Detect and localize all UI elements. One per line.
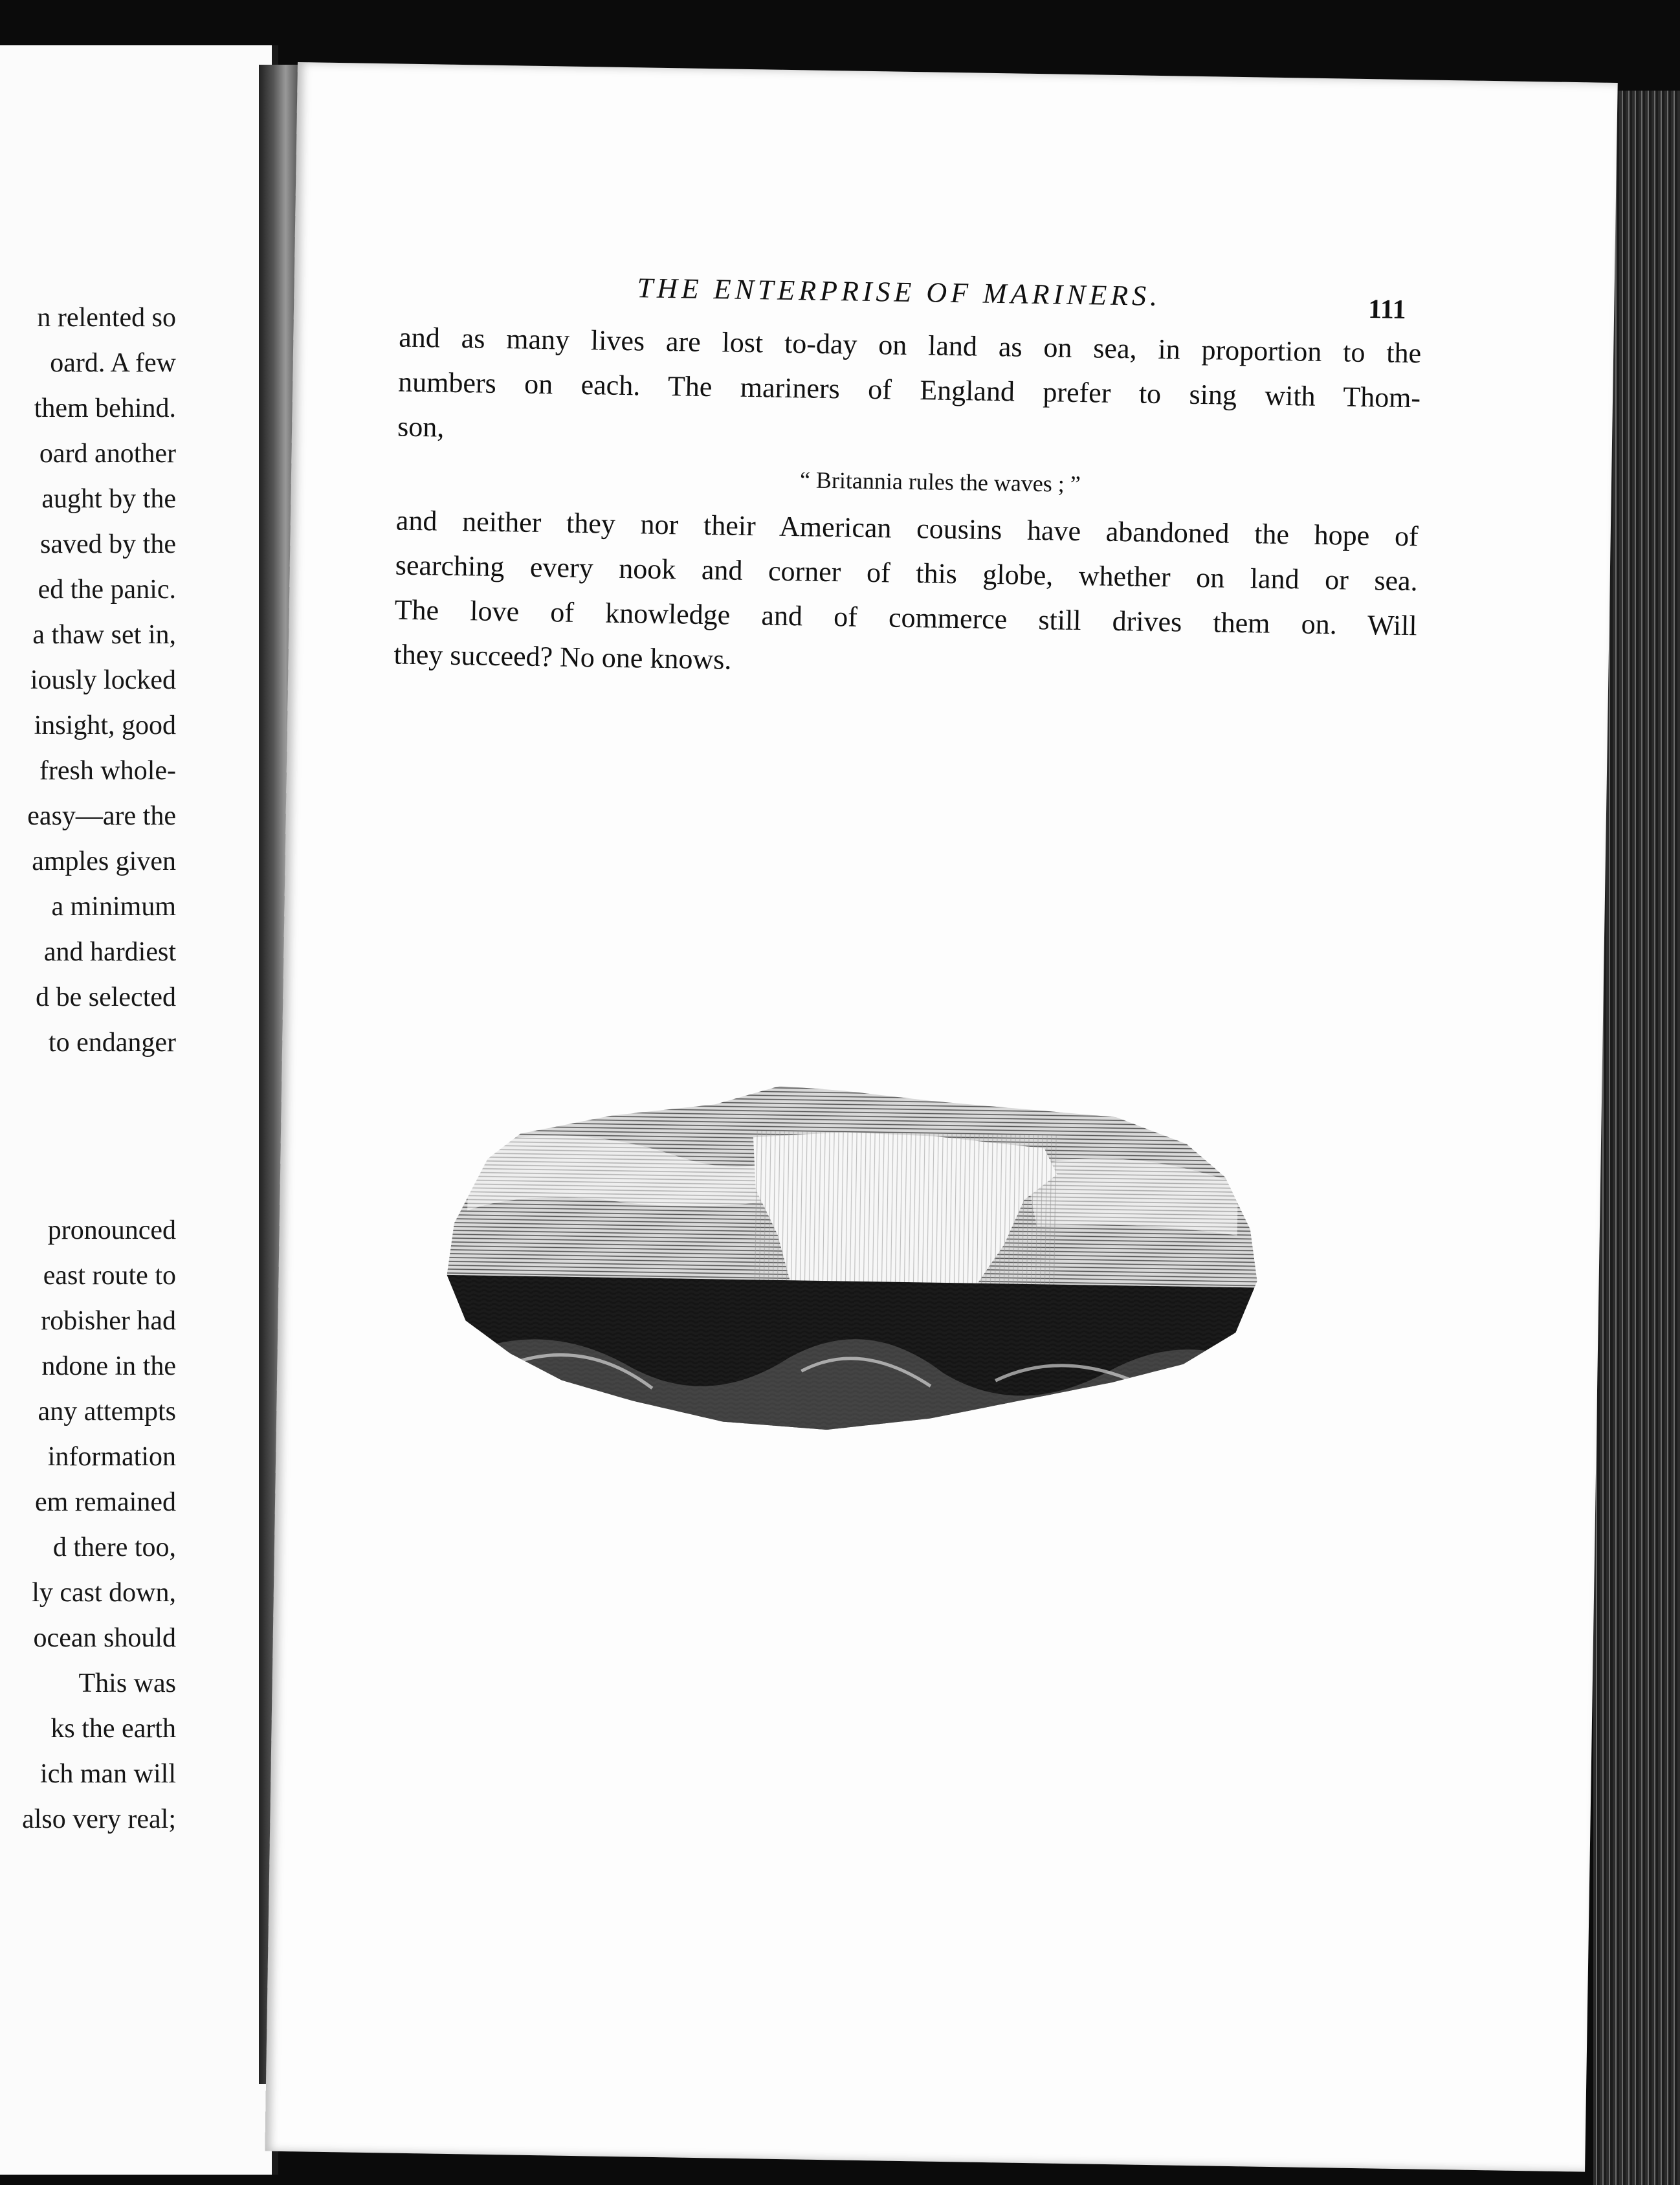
engraving-image xyxy=(437,1061,1266,1476)
left-line: a minimum xyxy=(51,892,176,922)
left-line: robisher had xyxy=(41,1306,176,1336)
running-head: THE ENTERPRISE OF MARINERS. xyxy=(637,272,1162,312)
text-line: searching every nook and corner of this globe, whether on land or sea. xyxy=(395,549,1419,597)
text-line: The love of knowledge and of commerce still drives them on. Will xyxy=(394,593,1417,642)
left-line: ndone in the xyxy=(41,1351,176,1381)
left-line: d there too, xyxy=(52,1533,176,1562)
left-line: a thaw set in, xyxy=(32,620,176,650)
body-text xyxy=(393,315,1422,693)
page-number: 111 xyxy=(1367,294,1406,325)
text-line: numbers on each. The mariners of England prefer to sing with Thom- xyxy=(397,366,1421,414)
left-page xyxy=(0,45,278,2175)
left-line: ks the earth xyxy=(50,1714,176,1744)
right-page xyxy=(265,62,1617,2172)
left-line: and hardiest xyxy=(43,937,176,967)
left-line: easy—are the xyxy=(27,801,176,831)
left-line: ly cast down, xyxy=(32,1578,176,1608)
left-line: fresh whole- xyxy=(39,756,176,786)
left-line: to endanger xyxy=(48,1028,176,1058)
iceberg-engraving xyxy=(437,1061,1266,1476)
left-line: amples given xyxy=(32,847,176,876)
left-line: pronounced xyxy=(47,1215,176,1245)
left-line: oard. A few xyxy=(50,348,176,378)
left-line: em remained xyxy=(34,1487,176,1517)
left-line: This was xyxy=(78,1669,176,1698)
text-line: and neither they nor their American cousins have abandoned the hope of xyxy=(395,504,1419,553)
text-line: son, xyxy=(397,410,445,443)
left-line: also very real; xyxy=(22,1804,176,1834)
left-line: insight, good xyxy=(34,711,176,740)
text-line: they succeed? No one knows. xyxy=(393,638,732,676)
left-line: oard another xyxy=(39,439,176,469)
left-line: d be selected xyxy=(36,982,176,1012)
left-line: any attempts xyxy=(38,1397,176,1426)
left-line: east route to xyxy=(43,1261,176,1291)
text-line: and as many lives are lost to-day on land as on sea, in proportion to the xyxy=(398,321,1422,370)
left-line: saved by the xyxy=(40,529,176,559)
left-line: n relented so xyxy=(37,303,176,333)
left-line: aught by the xyxy=(41,484,176,514)
left-line: information xyxy=(47,1442,176,1472)
left-line: iously locked xyxy=(30,665,176,695)
left-line: ich man will xyxy=(40,1759,176,1789)
left-line: ed the panic. xyxy=(38,575,176,604)
verse-quote: “ Britannia rules the waves ; ” xyxy=(799,467,1081,498)
left-line: them behind. xyxy=(34,394,176,423)
left-line: ocean should xyxy=(33,1623,176,1653)
